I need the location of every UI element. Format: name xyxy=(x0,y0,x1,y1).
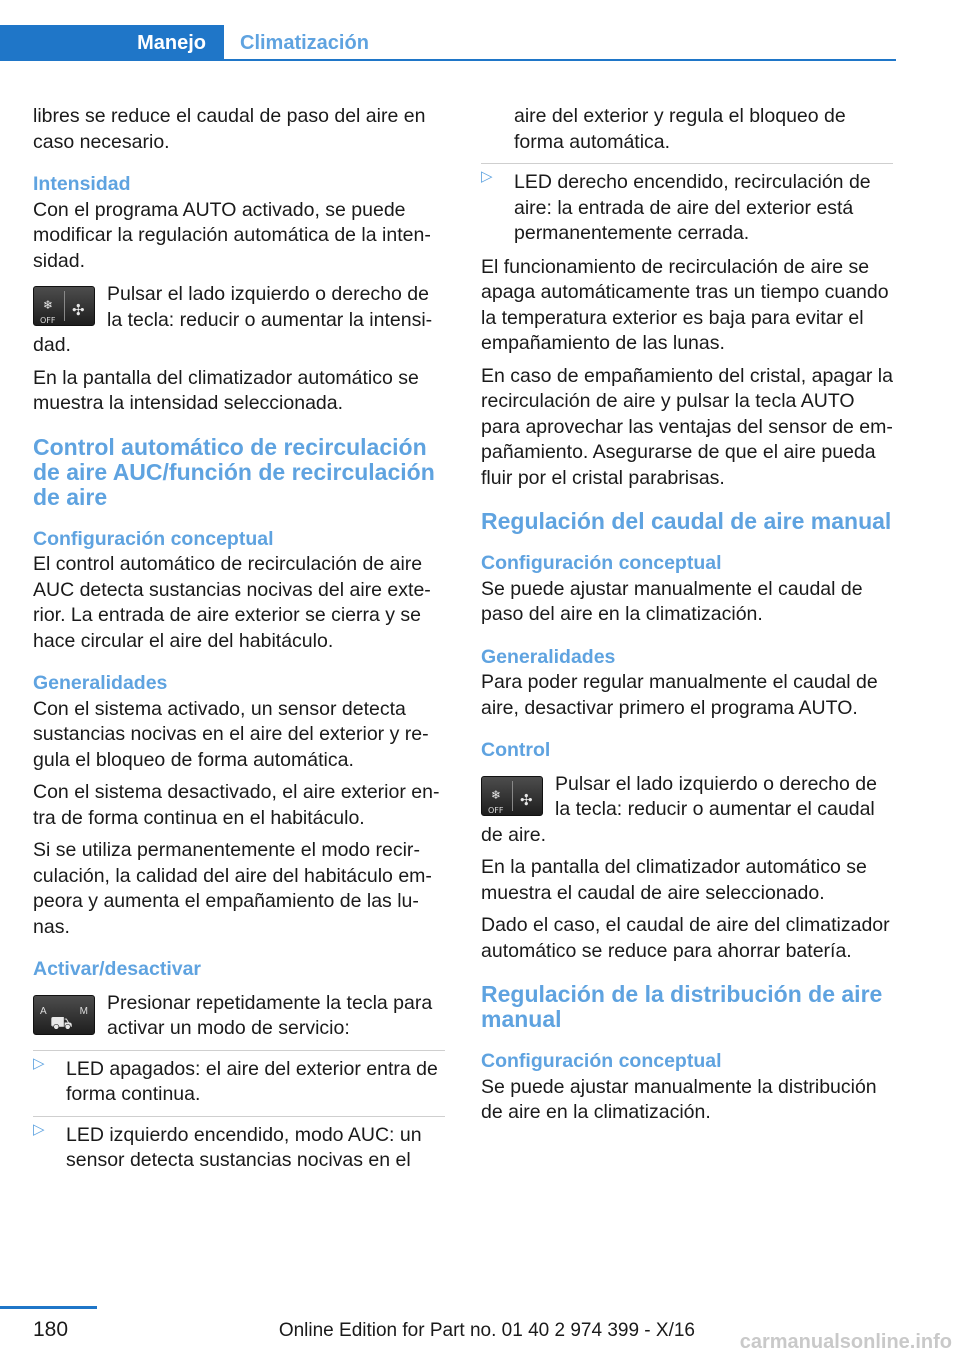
paragraph: En caso de empañamiento del cristal, apagar la recirculación de aire y pulsar la tecla AUTO para aprovechar las ventajas del sensor de empañamiento. Asegurarse de que el aire pueda fluir por el cristal parabrisas. xyxy=(481,364,893,489)
paragraph: Para poder regular manualmente el caudal de aire, desactivar primero el programa AUTO. xyxy=(481,671,878,719)
list-item: ▷ LED izquierdo encendido, modo AUC: un sensor detecta sustancias nocivas en el xyxy=(33,1116,445,1174)
subheading-configuracion: Configuración conceptual xyxy=(33,527,274,550)
paragraph: Con el sistema desactivado, el aire exterior entra de forma continua en el habitáculo. xyxy=(33,781,440,829)
letter-a-label: A xyxy=(40,1005,47,1017)
subheading-activar: Activar/desactivar xyxy=(33,958,202,980)
fan-small-icon: ❄ xyxy=(491,787,502,802)
list-item: ▷ LED derecho encendido, recirculación de aire: la entrada de aire del exterior está permanentemente cerrada. xyxy=(481,163,893,247)
footer-rule xyxy=(0,1306,97,1309)
subheading-generalidades: Generalidades xyxy=(33,672,168,694)
tab-climatizacion: Climatización xyxy=(240,32,369,54)
paragraph: libres se reduce el caudal de paso del aire en caso necesario. xyxy=(33,105,426,153)
page-number: 180 xyxy=(33,1318,69,1341)
paragraph: Si se utiliza permanentemente el modo recirculación, la calidad del aire del habitáculo empeora y aumenta el empañamiento de las lunas. xyxy=(33,839,432,938)
bullet-icon: ▷ xyxy=(33,1053,45,1072)
section-heading-auc: Control automático de recirculación de aire AUC/función de recirculación de aire xyxy=(33,433,435,510)
fan-button-image xyxy=(481,776,543,816)
header-rule xyxy=(0,59,896,61)
subheading-intensidad: Intensidad xyxy=(33,173,131,195)
mode-list xyxy=(481,163,893,247)
watermark: carmanualsonline.info xyxy=(739,1331,952,1353)
bullet-icon: ▷ xyxy=(481,167,493,185)
paragraph: Con el sistema activado, un sensor detecta sustancias nocivas en el aire del exterior y regula el bloqueo de forma automática. xyxy=(33,697,429,771)
subheading-configuracion: Configuración conceptual xyxy=(481,552,722,574)
off-label: OFF xyxy=(488,805,504,815)
paragraph: Se puede ajustar manualmente la distribución de aire en la climatización. xyxy=(481,1075,877,1123)
left-column xyxy=(33,104,445,1182)
paragraph: En la pantalla del climatizador automático se muestra el caudal de aire seleccionado. xyxy=(481,856,867,904)
right-column xyxy=(481,104,893,1133)
car-icon: ⛟ xyxy=(50,1012,73,1034)
fan-icon: ✣ xyxy=(72,301,85,319)
subheading-generalidades: Generalidades xyxy=(481,645,616,668)
paragraph: Pulsar el lado izquierdo o derecho de la tecla: reducir o aumentar la intensidad. xyxy=(33,283,433,356)
off-label: OFF xyxy=(40,316,56,325)
subheading-configuracion: Configuración conceptual xyxy=(481,1050,722,1072)
paragraph: Se puede ajustar manualmente el caudal de paso del aire en la climatización. xyxy=(481,577,863,625)
section-heading-caudal: Regulación del caudal de aire manual xyxy=(481,508,892,534)
paragraph: El control automático de recirculación de aire AUC detecta sustancias nocivas del aire exterior. La entrada de aire exterior se cierra y se hace circular el aire del habitáculo. xyxy=(33,553,431,652)
subheading-control: Control xyxy=(481,739,551,761)
list-item-continuation: aire del exterior y regula el bloqueo de forma automática. xyxy=(514,105,846,153)
letter-m-label: M xyxy=(79,1005,88,1017)
fan-small-icon: ❄ xyxy=(43,298,54,312)
fan-icon: ✣ xyxy=(520,790,533,809)
button-instruction xyxy=(33,282,445,359)
paragraph: Con el programa AUTO activado, se puede modificar la regulación automática de la intensidad. xyxy=(33,198,431,272)
paragraph: Pulsar el lado izquierdo o derecho de la tecla: reducir o aumentar el caudal de aire. xyxy=(481,772,877,846)
paragraph: En la pantalla del climatizador automático se muestra la intensidad seleccionada. xyxy=(33,366,419,414)
edition-note: Online Edition for Part no. 01 40 2 974 399 - X/16 xyxy=(278,1320,695,1341)
button-instruction xyxy=(481,772,893,849)
button-instruction xyxy=(33,991,445,1042)
recirculation-button-image xyxy=(33,995,95,1035)
tab-manejo: Manejo xyxy=(0,25,224,61)
bullet-icon: ▷ xyxy=(33,1119,45,1138)
section-heading-distribucion: Regulación de la distribución de aire manual xyxy=(481,981,883,1032)
mode-list xyxy=(33,1050,445,1174)
paragraph: Presionar repetidamente la tecla para activar un modo de servicio: xyxy=(107,991,433,1039)
list-item: ▷ LED apagados: el aire del exterior entra de forma continua. xyxy=(33,1050,445,1108)
paragraph: Dado el caso, el caudal de aire del climatizador automático se reduce para ahorrar batería. xyxy=(481,914,890,962)
paragraph: El funcionamiento de recirculación de aire se apaga automáticamente tras un tiempo cuando la temperatura exterior es baja para evitar el empañamiento de las lunas. xyxy=(481,255,889,354)
fan-button-image xyxy=(33,286,95,326)
